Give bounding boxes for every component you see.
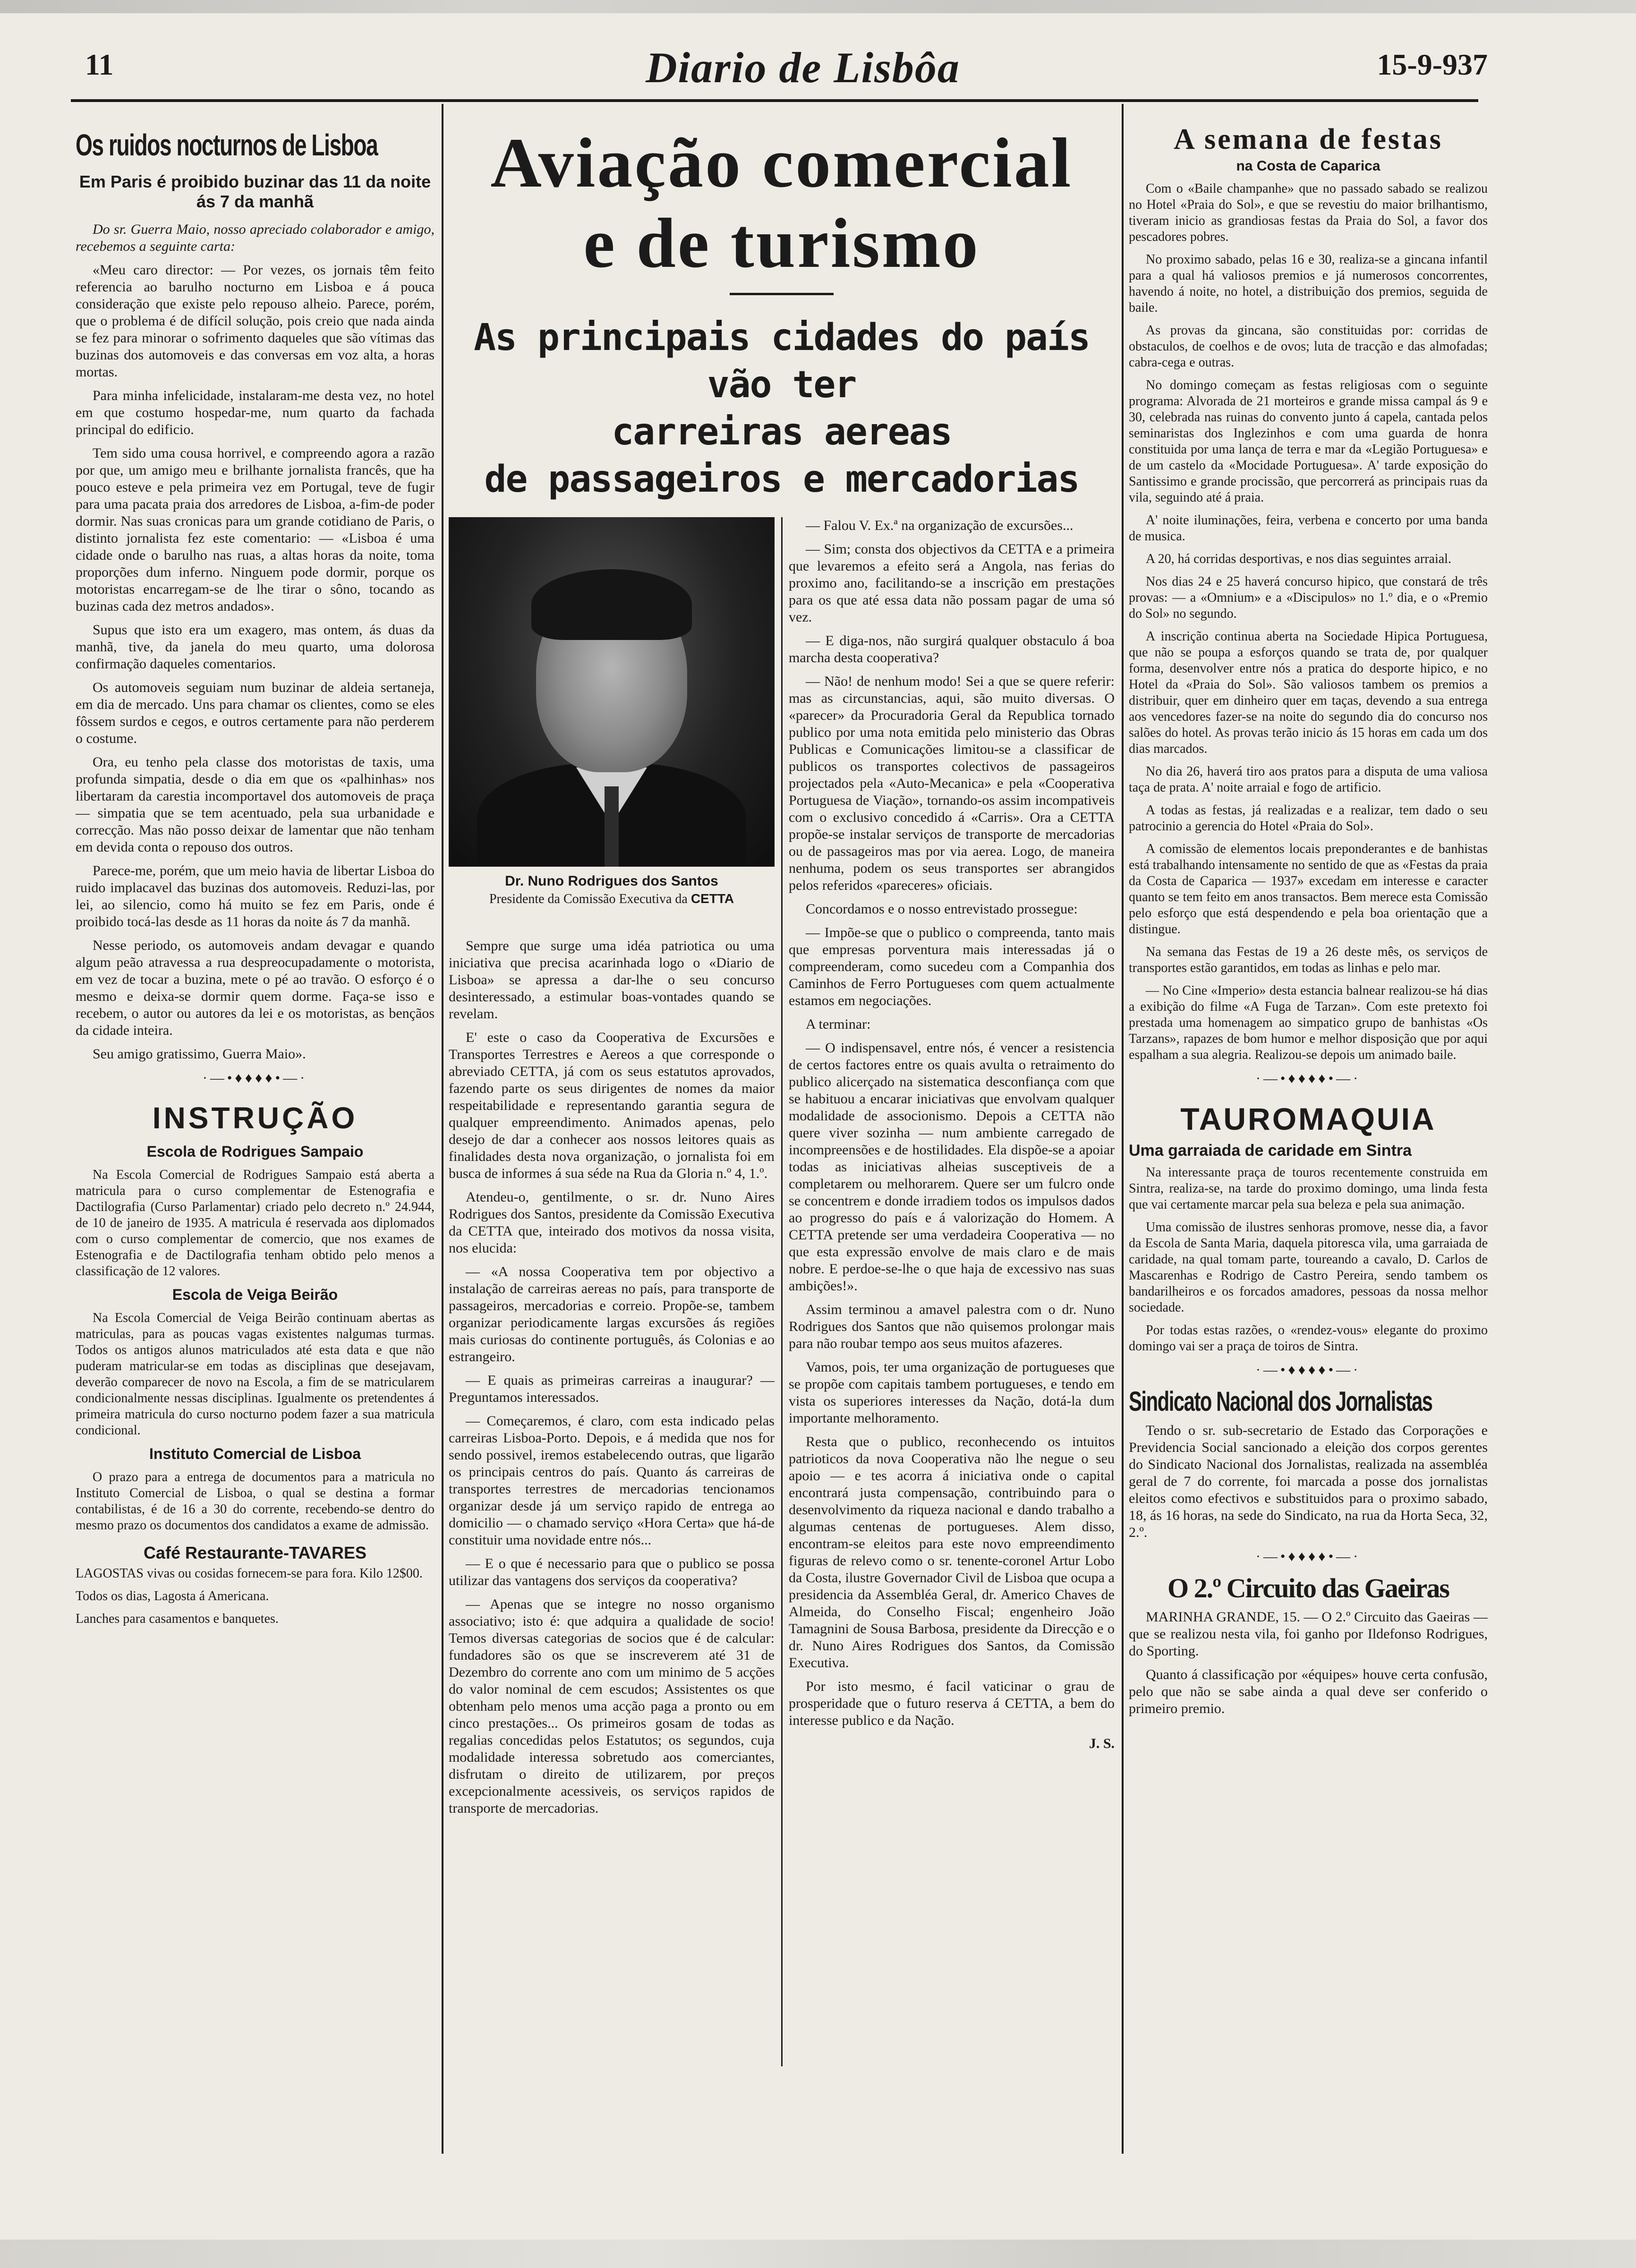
page-number: 11 bbox=[85, 48, 114, 81]
paragraph: Vamos, pois, ter uma organização de portugueses que se propõe com capitais tambem portugueses, e tendo em vista os superiores interesses da Nação, dotá-la dum importante melhoramento. bbox=[789, 1359, 1115, 1426]
ornament-divider: ·—•♦♦♦♦•—· bbox=[1255, 1071, 1361, 1086]
paragraph: — E diga-nos, não surgirá qualquer obstaculo á boa marcha desta cooperativa? bbox=[789, 633, 1115, 665]
masthead: Diario de Lisbôa bbox=[646, 43, 960, 92]
ornament-divider: ·—•♦♦♦♦•—· bbox=[1255, 1549, 1361, 1564]
column-divider-left bbox=[442, 104, 443, 2154]
instituto-comercial-text: O prazo para a entrega de documentos para a matricula no Instituto Comercial de Lisboa, o qual se destina a formar contabilistas, é de 16 a 30 do corrente, recebendo-se dentro do mesmo prazo os documentos dos candidatos a exame de admissão. bbox=[76, 1470, 435, 1533]
escola-rodrigues-title: Escola de Rodrigues Sampaio bbox=[146, 1143, 364, 1160]
paragraph: Ora, eu tenho pela classe dos motoristas de taxis, uma profunda simpatia, desde o dia em que os «palhinhas» nos libertaram da carestia incomportavel dos automoveis de praça — simpatia que se tem acentuado, pela sua urbanidade e correcção. Mas não posso deixar de lamentar que não tenham em devida conta o repouso dos outros. bbox=[76, 754, 435, 855]
sindicato-headline: Sindicato Nacional dos Jornalistas bbox=[1129, 1386, 1432, 1417]
sindicato-text: Tendo o sr. sub-secretario de Estado das Corporações e Previdencia Social sancionado a eleição dos corpos gerentes do Sindicato Nacional dos Jornalistas, realizada na assembléa geral de 7 do corrente, foi marcada a posse dos jornalistas eleitos como efectivos e substituidos para o proximo sabado, 18, ás 16 horas, na sede do Sindicato, na rua da Horta Seca, 32, 2.º. bbox=[1129, 1423, 1488, 1540]
paragraph: Os automoveis seguiam num buzinar de aldeia sertaneja, em dia de mercado. Uns para chamar os clientes, como se eles fôssem surdos e cegos, e outros certamente para não perderem o costume. bbox=[76, 680, 435, 746]
cafe-line: Lanches para casamentos e banquetes. bbox=[76, 1611, 279, 1626]
paragraph: — O indispensavel, entre nós, é vencer a resistencia de certos factores entre os quais avulta o retraimento do publico alicerçado na sistematica desconfiança com que se habituou a encarar iniciativas que envolvam qualquer modalidade de associonismo. Depois a CETTA não quere viver sozinha — num ambiente carregado de incompreensões e de hostilidades. Ela dispõe-se a apoiar todas as iniciativas alheias susceptiveis de a completarem ou melhorarem. Quere ser um fulcro onde se concentrem e donde irradiem todos os impulsos dados ao progresso do país e á valorização do Homem. A CETTA pretende ser uma verdadeira Cooperativa — no que esta expressão envolve de mais claro e de mais nobre. E perdoe-se-lhe o que haja de excessivo nas suas ambições!». bbox=[789, 1040, 1115, 1294]
paragraph: Na interessante praça de touros recentemente construida em Sintra, realiza-se, na tarde do proximo domingo, uma linda festa que vai certamente marcar pela sua beleza e pela sua animação. bbox=[1129, 1165, 1488, 1212]
article-subhead-ruidos: Em Paris é proibido buzinar das 11 da noite ás 7 da manhã bbox=[79, 172, 431, 211]
main-headline-line1: Aviação comercial bbox=[490, 124, 1073, 202]
paragraph: Assim terminou a amavel palestra com o dr. Nuno Rodrigues dos Santos que não quisemos prolongar mais para não roubar tempo aos seus muitos afazeres. bbox=[789, 1302, 1115, 1351]
paragraph: — Apenas que se integre no nosso organismo associativo; isto é: que adquira a qualidade de socio! Temos diversas categorias de socios que é de calcular: fundadores são os que se inscreverem até 31 de Dezembro do corrente ano com um minimo de 5 acções do valor nominal de cem escudos; Assistentes os que obtenham pelo menos uma acção paga a pronto ou em cinco prestações... Os primeiros gosam de todas as regalias concedidas pelos Estatutos; os segundos, cuja modalidade interessa sobretudo aos comerciantes, disfrutam o direito de utilizarem, por preços excepcionalmente acessiveis, os serviços rapidos de transporte de mercadorias. bbox=[449, 1596, 775, 1816]
circuito-text-2: Quanto á classificação por «équipes» houve certa confusão, pelo que não se sabe ainda a qual deve ser conferido o primeiro premio. bbox=[1129, 1667, 1488, 1716]
photo-caption-org: CETTA bbox=[690, 891, 734, 906]
paragraph: Atendeu-o, gentilmente, o sr. dr. Nuno Aires Rodrigues dos Santos, presidente da Comissão Executiva da CETTA que, inteirado dos motivos da nossa visita, nos elucida: bbox=[449, 1189, 775, 1256]
paragraph: Resta que o publico, reconhecendo os intuitos patrioticos da nova Cooperativa não lhe negue o seu apoio — e tes acorra á iniciativa onde o capital encontrará justa compensação, contribuindo para o desenvolvimento da riqueza nacional e dando trabalho a algumas centenas de portugueses. Alem disso, encontram-se eleitos para este novo empreendimento figuras de relevo como o sr. tenente-coronel Artur Lobo da Costa, ilustre Governador Civil de Lisboa que ocupa a presidencia da Assembléa Geral, dr. Americo Chaves de Almeida, do Conselho Fiscal; engenheiro João Tamagnini de Sousa Barbosa, presidente da Direcção e o dr. Nuno Aires Rodrigues dos Santos, da Comissão Executiva. bbox=[789, 1434, 1115, 1671]
paragraph: Supus que isto era um exagero, mas ontem, ás duas da manhã, tive, da janela do meu quarto, uma dolorosa confirmação daqueles comentarios. bbox=[76, 622, 435, 672]
page-header bbox=[71, 43, 1488, 99]
cafe-line: LAGOSTAS vivas ou cosidas fornecem-se para fora. Kilo 12$00. bbox=[76, 1566, 423, 1581]
photo-caption-role-text: Presidente da Comissão Executiva da bbox=[489, 892, 688, 906]
portrait-block bbox=[449, 517, 775, 907]
inner-column-divider bbox=[781, 517, 783, 2066]
photo-caption-name: Dr. Nuno Rodrigues dos Santos bbox=[505, 873, 718, 889]
paragraph: Nos dias 24 e 25 haverá concurso hipico, que constará de três provas: — a «Omnium» e a «Discipulos» no 1.º dia, e o «Premio do Sol» no segundo. bbox=[1129, 574, 1488, 621]
circuito-headline: O 2.º Circuito das Gaeiras bbox=[1167, 1573, 1449, 1603]
paragraph: — Começaremos, é claro, com esta indicado pelas carreiras Lisboa-Porto. Depois, e á medida que nos for sendo possivel, iremos estabelecendo outras, que ligarão os principais centros do país. Quanto ás carreiras de transportes terrestres de mercadorias tencionamos organizar desde já um serviço rapido de entrega ao domicilio — o chamado serviço «Hora Certa» que há-de constituir uma novidade entre nós... bbox=[449, 1413, 775, 1548]
main-subhead-line3: de passageiros e mercadorias bbox=[484, 458, 1079, 501]
festas-subhead: na Costa de Caparica bbox=[1236, 158, 1380, 174]
paragraph: — Sim; consta dos objectivos da CETTA e a primeira que levaremos a efeito será a Angola, nas ferias do proximo ano, facilitando-se a inscrição em prestações para os que até essa data não possam pagar de uma só vez. bbox=[789, 541, 1115, 625]
festas-headline: A semana de festas bbox=[1174, 123, 1443, 155]
left-column bbox=[76, 118, 435, 2163]
escola-veiga-title: Escola de Veiga Beirão bbox=[172, 1286, 338, 1303]
ornament-divider: ·—•♦♦♦♦•—· bbox=[202, 1070, 308, 1086]
paragraph: Uma comissão de ilustres senhoras promove, nesse dia, a favor da Escola de Santa Maria, daquela pitoresca vila, uma garraiada de caridade, na qual tomam parte, toureando a cavalo, D. Carlos de Mascarenhas e Rodrigo de Castro Pereira, sendo tambem os bandarilheiros e os forcados amadores, pessoas da nossa melhor sociedade. bbox=[1129, 1220, 1488, 1315]
paragraph: — E quais as primeiras carreiras a inaugurar? — Preguntamos interessados. bbox=[449, 1373, 775, 1405]
issue-date: 15-9-937 bbox=[1377, 48, 1488, 81]
cafe-line: Todos os dias, Lagosta á Americana. bbox=[76, 1589, 269, 1603]
article-headline-ruidos: Os ruidos nocturnos de Lisboa bbox=[76, 128, 378, 162]
paragraph: Nesse periodo, os automoveis andam devagar e quando algum peão atravessa a rua despreocupadamente o motorista, em vez de tocar a buzina, mete o pé ao travão. O esforço é o mesmo e deixa-se dormir quem dorme. Faça-se isso e recebem, o autor ou autores da lei e os motoristas, as bençãos da cidade inteira. bbox=[76, 938, 435, 1038]
escola-veiga-text: Na Escola Comercial de Veiga Beirão continuam abertas as matriculas, para as poucas vagas existentes nalgumas turmas. Todos os antigos alunos matriculados até esta data e que não puderam matricular-se em todas as disciplinas que desejavam, deverão comparecer de novo na Escola, a fim de se matricularem condicionalmente nessas disciplinas. Igualmente os pretendentes á primeira matricula do curso nocturno podem fazer a sua matricula condicional. bbox=[76, 1311, 435, 1438]
paragraph: — No Cine «Imperio» desta estancia balnear realizou-se há dias a exibição do filme «A Fuga de Tarzan». Com este pretexto foi prestada uma homenagem ao simpatico grupo de banhistas «Os Tarzans», rapazes de bom humor e melhor disposição que por aqui espalham a sua alegria. Realizou-se depois um animado baile. bbox=[1129, 983, 1488, 1062]
paragraph: A terminar: bbox=[806, 1016, 871, 1032]
circuito-text: MARINHA GRANDE, 15. — O 2.º Circuito das Gaeiras — que se realizou nesta vila, foi ganho por Ildefonso Rodrigues, do Sporting. bbox=[1129, 1609, 1488, 1659]
paragraph: «Meu caro director: — Por vezes, os jornais têm feito referencia ao barulho nocturno em Lisboa e á pouca consideração que existe pelo repouso alheio. Parece, porém, que o problema é de difícil solução, pois creio que nada ainda se fez para minorar o sofrimento daqueles que são vítimas das buzinas dos automoveis e das conversas em voz alta, a horas mortas. bbox=[76, 262, 435, 380]
paragraph: A' noite iluminações, feira, verbena e concerto por uma banda de musica. bbox=[1129, 513, 1488, 544]
right-column bbox=[1129, 118, 1488, 2163]
paragraph: A todas as festas, já realizadas e a realizar, tem dado o seu patrocinio a gerencia do Hotel «Praia do Sol». bbox=[1129, 803, 1488, 834]
paragraph: Por isto mesmo, é facil vaticinar o grau de prosperidade que o futuro reserva á CETTA, a bem do interesse publico e da Nação. bbox=[789, 1679, 1115, 1728]
paragraph: No domingo começam as festas religiosas com o seguinte programa: Alvorada de 21 morteiros e grande missa campal ás 9 e 30, celebrada nas ruinas do convento junto á capela, cantada pelos seminaristas dos Inglezinhos e com uma guarda de honra constituida por uma lança de terra e mar da «Legião Portuguesa» e de um castelo da «Mocidade Portuguesa». A' tarde exposição do Santissimo e grande procissão, que percorrerá as principais ruas da vila, seguindo até á praia. bbox=[1129, 378, 1488, 505]
headline-rule bbox=[730, 293, 834, 295]
scan-edge-bottom bbox=[0, 2240, 1636, 2268]
scan-edge-top bbox=[0, 0, 1636, 13]
paragraph: Com o «Baile champanhe» que no passado sabado se realizou no Hotel «Praia do Sol», e que se revestiu do maior brilhantismo, tiveram inicio as grandiosas festas da Praia do Sol, a favor dos pescadores pobres. bbox=[1129, 181, 1488, 244]
paragraph: — Impõe-se que o publico o compreenda, tanto mais que empresas porventura mais interessadas já o compreenderam, como sucedeu com a Companhia dos Caminhos de Ferro Portugueses com quem actualmente estamos em negociações. bbox=[789, 925, 1115, 1008]
main-subhead-line1: As principais cidades do país vão ter bbox=[474, 316, 1090, 406]
paragraph: Parece-me, porém, que um meio havia de libertar Lisboa do ruido implacavel das buzinas dos automoveis. Reduzi-las, por lei, ao silencio, como há muito se fez em Paris, onde é proibido tocá-las desde as 11 horas da noite ás 7 da manhã. bbox=[76, 863, 435, 929]
center-column bbox=[449, 118, 1115, 2163]
instituto-comercial-title: Instituto Comercial de Lisboa bbox=[149, 1445, 361, 1462]
paragraph: Por todas estas razões, o «rendez-vous» elegante do proximo domingo vai ser a praça de toiros de Sintra. bbox=[1129, 1323, 1488, 1354]
tauromaquia-title: TAUROMAQUIA bbox=[1180, 1101, 1436, 1136]
paragraph: As provas da gincana, são constituidas por: corridas de obstaculos, de coelhos e de ovos; luta de tracção e das almofadas; cabra-cega e outras. bbox=[1129, 323, 1488, 370]
main-article-column-b bbox=[789, 517, 1115, 1752]
main-article-column-a bbox=[449, 938, 775, 1824]
main-subhead-line2: carreiras aereas bbox=[612, 411, 952, 453]
paragraph: Na semana das Festas de 19 a 26 deste mês, os serviços de transportes estão garantidos, em todas as linhas e pelo mar. bbox=[1129, 945, 1488, 975]
paragraph: — «A nossa Cooperativa tem por objectivo a instalação de carreiras aereas no país, para transporte de passageiros, mercadorias e correio. Propõe-se, tambem organizar periodicamente largas excursões ás regiões mais curiosas do continente português, ás Colonias e ao estrangeiro. bbox=[449, 1264, 775, 1364]
paragraph: Sempre que surge uma idéa patriotica ou uma iniciativa que precisa acarinhada logo o «Diario de Lisboa» se apressa a dar-lhe o seu concurso desinteressado, a estimular boas-vontades quando se revelam. bbox=[449, 938, 775, 1022]
paragraph: Concordamos e o nosso entrevistado prossegue: bbox=[806, 901, 1078, 917]
paragraph: Seu amigo gratissimo, Guerra Maio». bbox=[93, 1046, 306, 1062]
paragraph: — Falou V. Ex.ª na organização de excursões... bbox=[806, 518, 1074, 533]
paragraph: No dia 26, haverá tiro aos pratos para a disputa de uma valiosa taça de prata. A' noite arraial e fogo de artificio. bbox=[1129, 764, 1488, 795]
column-divider-right bbox=[1122, 104, 1124, 2154]
tauromaquia-subhead: Uma garraiada de caridade em Sintra bbox=[1129, 1142, 1412, 1160]
article-intro: Do sr. Guerra Maio, nosso apreciado colaborador e amigo, recebemos a seguinte carta: bbox=[76, 222, 435, 254]
portrait-photo bbox=[449, 517, 775, 867]
paragraph: A 20, há corridas desportivas, e nos dias seguintes arraial. bbox=[1146, 552, 1451, 566]
paragraph: — E o que é necessario para que o publico se possa utilizar das vantagens dos serviços da cooperativa? bbox=[449, 1556, 775, 1588]
paragraph: No proximo sabado, pelas 16 e 30, realiza-se a gincana infantil para a qual há valiosos premios e já numerosos concorrentes, havendo á noite, no hotel, a distribuição dos premios, seguida de baile. bbox=[1129, 252, 1488, 315]
ornament-divider: ·—•♦♦♦♦•—· bbox=[1255, 1362, 1361, 1378]
paragraph: A comissão de elementos locais preponderantes e de banhistas está trabalhando intensamente no sentido de que as «Festas da praia da Costa de Caparica — 1937» excedam em interesse e caracter quanto se tem feito em anos transactos. Bem merece esta Comissão pelo esforço que está despendendo e pela boa orientação que a distingue. bbox=[1129, 842, 1488, 937]
header-rule bbox=[71, 99, 1478, 102]
escola-rodrigues-text: Na Escola Comercial de Rodrigues Sampaio está aberta a matricula para o curso complementar de Estenografia e Dactilografia (Curso Parlamentar) criado pelo decreto n.º 24.944, de 10 de janeiro de 1935. A matricula é reservada aos diplomados com o curso complementar de comercio, que nos exames de Estenografia e de Dactilografia tenham obtido pelo menos a classificação de 12 valores. bbox=[76, 1168, 435, 1279]
paragraph: — Não! de nenhum modo! Sei a que se quere referir: mas as circunstancias, aqui, são muito diversas. O «parecer» da Procuradoria Geral da Republica tornado publico por uma nota emitida pelo ministerio das Obras Publicas e Comunicações limitou-se a classificar de publicos os transportes colectivos de passageiros projectados pela «Auto-Mecanica» e pela «Cooperativa Portuguesa de Viação», tornando-os assim incompativeis com o exclusivo concedido á «Carris». Ora a CETTA propõe-se instalar serviços de transporte de mercadorias ou de passageiros mas por via aerea. Logo, de maneira nenhuma, podem os seus transportes ser abrangidos pelos referidos «pareceres» oficiais. bbox=[789, 674, 1115, 893]
main-headline-line2: e de turismo bbox=[583, 204, 980, 282]
paragraph: Tem sido uma cousa horrivel, e compreendo agora a razão por que, um amigo meu e brilhante jornalista francês, que ha pouco esteve e pela primeira vez em Portugal, teve de fugir para uma pacata praia dos arredores de Lisboa, a-fim-de poder dormir. Nas suas cronicas para um grande cotidiano de Paris, o distinto jornalista fez este comentario: — «Lisboa é uma cidade onde o barulho nas ruas, a altas horas da noite, toma proporções dum inferno. Ninguem pode dormir, porque os motoristas encarregam-se de lhe tirar o sôno, tocando as buzinas cada dez metros andados». bbox=[76, 445, 435, 614]
section-title-instrucao: INSTRUÇÃO bbox=[152, 1101, 358, 1135]
paragraph: Para minha infelicidade, instalaram-me desta vez, no hotel em que costumo hospedar-me, num quarto da fachada principal do edificio. bbox=[76, 388, 435, 437]
article-signature: J. S. bbox=[1089, 1736, 1115, 1751]
paragraph: E' este o caso da Cooperativa de Excursões e Transportes Terrestres e Aereos a que corresponde o abreviado CETTA, já com os seus estatutos aprovados, fazendo parte os seus dirigentes de nomes da maior respeitabilidade e representando garantia segura de qualquer empreendimento. Animados apenas, pelo desejo de dar a conhecer aos nossos leitores quais as finalidades desta nova organização, o jornalista foi em busca de informes á sua séde na Rua da Gloria n.º 4, 1.º. bbox=[449, 1030, 775, 1181]
photo-caption-role bbox=[449, 891, 775, 907]
paragraph: A inscrição continua aberta na Sociedade Hipica Portuguesa, que não se poupa a esforços quando se trata de, por qualquer forma, desenvolver entre nós a pratica do desporte hipico, e no Hotel da «Praia do Sol». São valiosos tambem os premios a distribuir, quer em dinheiro quer em taças, devendo a sua entrega aos vencedores fazer-se na noite do segundo dia do concurso nos salões do hotel. As provas terão inicio ás 15 horas em cada um dos dias marcados. bbox=[1129, 629, 1488, 756]
cafe-tavares-title: Café Restaurante-TAVARES bbox=[143, 1543, 367, 1562]
